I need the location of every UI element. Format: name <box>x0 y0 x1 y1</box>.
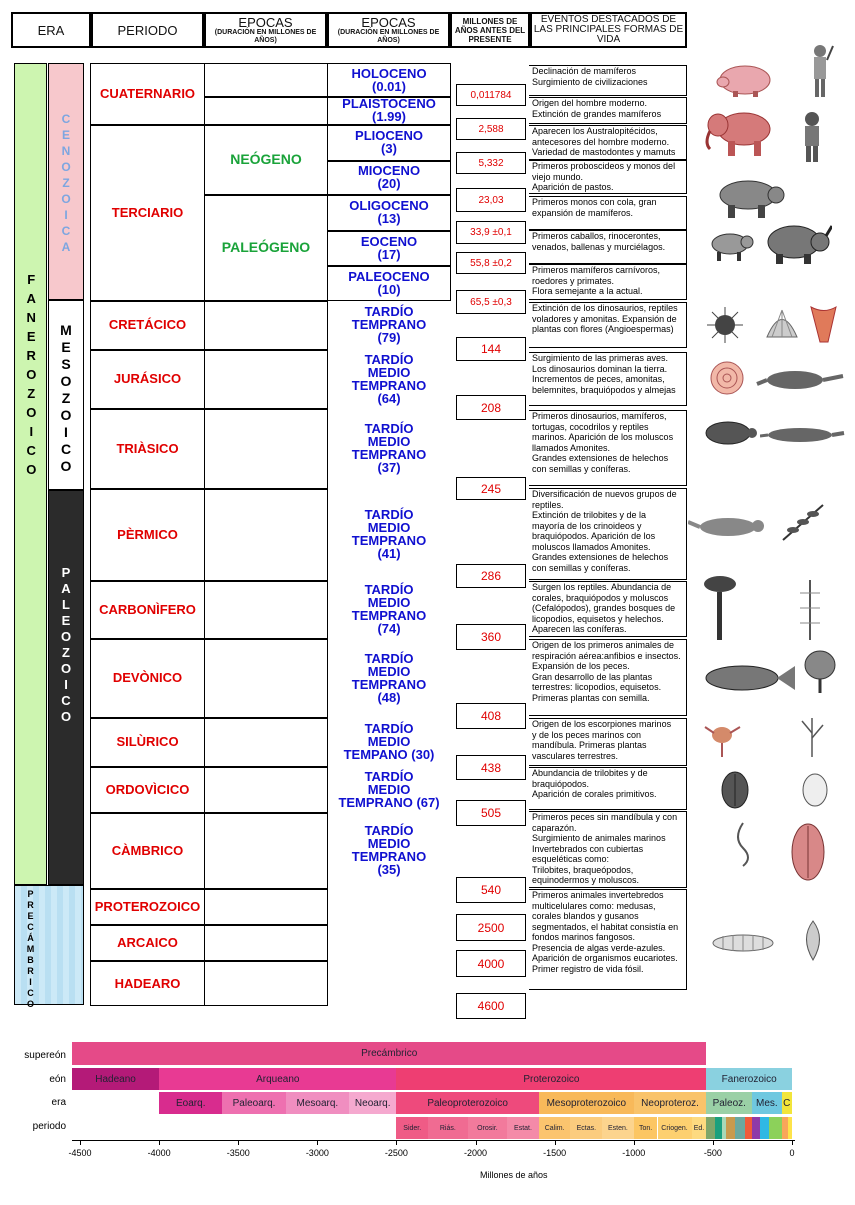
epoch-line: (10) <box>377 281 401 297</box>
event-line: Surgen los reptiles. Abundancia de <box>532 582 672 592</box>
event-block <box>529 488 687 580</box>
mya-value: 23,03 <box>456 188 526 212</box>
timeline-era-segment: Paleoproterozoico <box>396 1092 539 1114</box>
event-block <box>529 196 687 230</box>
epoch-label <box>327 64 451 96</box>
event-line: corales blandos y gusanos <box>532 911 639 921</box>
era-mesozoico-text: MESOZOICO <box>58 322 74 475</box>
subperiod-paleogeno-label: PALEÓGENO <box>221 239 311 255</box>
mya-value: 286 <box>456 564 526 588</box>
event-line: viejo mundo. <box>532 171 584 182</box>
timeline-tick-label: -2000 <box>464 1148 488 1158</box>
event-line: voladores y amonitas. Expansión de <box>532 313 677 324</box>
epoch-label <box>327 265 451 300</box>
timeline-tick <box>555 1140 556 1145</box>
event-line: Expansión de los peces. <box>532 661 630 671</box>
subperiod-paleogeno <box>204 194 328 300</box>
epoch-line: TEMPANO (30) <box>343 747 435 762</box>
timeline-era-segment: Eoarq. <box>159 1092 223 1114</box>
event-line: Extinción de grandes mamíferos <box>532 108 662 119</box>
mya-value: 2500 <box>456 914 526 941</box>
epoch-line: (74) <box>377 621 401 636</box>
period-label: JURÁSICO <box>113 371 182 386</box>
header-era-label: ERA <box>37 22 65 38</box>
timeline-tick-label: -4500 <box>68 1148 92 1158</box>
epoch-line: TARDÍO <box>364 650 414 666</box>
event-line: Primeros proboscideos y monos del <box>532 161 676 171</box>
mya-value: 144 <box>456 337 526 361</box>
epoch-line: (64) <box>377 390 401 406</box>
mya-value: 4000 <box>456 950 526 977</box>
epoch-label <box>327 488 451 580</box>
period-label: PÈRMICO <box>117 526 178 542</box>
event-line: Declinación de mamíferos <box>532 66 637 76</box>
event-line: (Cefalópodos), grandes bosques de <box>532 603 676 613</box>
epoch-line: MEDIO <box>367 663 411 679</box>
epoch-line: MEDIO <box>367 781 411 797</box>
timeline-tick-label: -4000 <box>147 1148 171 1158</box>
timeline-periodo-segment <box>769 1117 782 1139</box>
period-label: ORDOVÌCICO <box>105 781 190 797</box>
epoch-line: MEDIO <box>367 520 411 535</box>
event-line: Surgimiento de las primeras aves. <box>532 353 669 363</box>
mya-value: 65,5 ±0,3 <box>456 290 526 314</box>
period-label: HADEARO <box>114 975 181 991</box>
event-line: Primeras plantas con semilla. <box>532 692 650 703</box>
mya-value: 408 <box>456 703 526 729</box>
timeline-tick <box>476 1140 477 1145</box>
event-line: reptiles. <box>532 499 564 510</box>
timeline-eon-segment: Fanerozoico <box>706 1068 793 1090</box>
timeline-periodo-segment: Orosir. <box>468 1117 509 1139</box>
header-epocas-2 <box>327 12 450 48</box>
timeline-era-segment: C <box>782 1092 793 1114</box>
event-line: Variedad de mastodontes y mamuts <box>532 147 676 157</box>
brachiopod-icon <box>800 770 830 810</box>
event-line: venados, ballenas y murciélagos. <box>532 241 666 252</box>
timeline-era-segment: Paleoarq. <box>222 1092 286 1114</box>
epoch-line: TEMPRANO <box>351 608 427 623</box>
armored-fish-icon <box>800 645 840 695</box>
epoch-line: TEMPRANO <box>351 849 427 864</box>
period-label: TRIÀSICO <box>116 440 179 456</box>
event-line: expansión de mamíferos. <box>532 207 634 218</box>
period-label: PROTEROZOICO <box>94 898 201 914</box>
mya-value: 2,588 <box>456 118 526 140</box>
marine-reptile-icon <box>755 362 845 397</box>
event-line: Aparecen las coníferas. <box>532 624 627 634</box>
timeline-periodo-segment: Esten. <box>602 1117 635 1139</box>
event-block <box>529 410 687 486</box>
event-line: tortugas, cocodrilos y reptiles <box>532 421 649 432</box>
row-label-supereon: supereón <box>24 1050 66 1061</box>
event-line: esqueléticas como: <box>532 854 610 864</box>
event-line: Aparición de corales primitivos. <box>532 789 657 799</box>
event-line: Grandes extensiones de helechos <box>532 552 669 562</box>
epoch-line: (37) <box>377 460 401 475</box>
period-label: CARBONÌFERO <box>99 601 196 617</box>
epoch-line: TARDÍO <box>364 507 414 522</box>
header-eventos <box>530 12 687 48</box>
event-line: Trilobites, braqueópodos, <box>532 864 634 875</box>
event-block <box>529 811 687 888</box>
epoch-line: MEDIO <box>367 595 411 610</box>
event-block <box>529 264 687 300</box>
tree-fern-icon <box>700 572 740 642</box>
event-line: Origen del hombre moderno. <box>532 98 648 108</box>
mya-value: 245 <box>456 477 526 500</box>
event-line: Primeros mamíferos carnívoros, <box>532 265 661 275</box>
mya-value: 33,9 ±0,1 <box>456 221 526 244</box>
ammonite-icon <box>705 358 750 398</box>
epoch-line: EOCENO <box>360 233 418 249</box>
period-label: CRETÁCICO <box>108 317 187 332</box>
header-era <box>11 12 91 48</box>
event-line: segmentados, el habitat consistía en <box>532 921 679 932</box>
event-block <box>529 65 687 96</box>
event-line: equinodermos y moluscos. <box>532 875 640 885</box>
epoch-line: (35) <box>377 862 401 877</box>
epoch-line: PLAISTOCENO <box>342 96 436 111</box>
event-block <box>529 352 687 406</box>
timeline-axis-line <box>72 1140 795 1141</box>
event-line: moluscos llamados Amonites. <box>532 541 651 552</box>
era-cenozoica-text: CENOZOICA <box>59 112 73 256</box>
event-block <box>529 160 687 194</box>
timeline-eon-segment: Arqueano <box>159 1068 397 1090</box>
header-eventos-label: EVENTOS DESTACADOS DE LAS PRINCIPALES FORMAS DE VIDA <box>533 14 684 45</box>
period-label: SILÙRICO <box>116 734 179 749</box>
header-epocas-2-sub: (DURACIÓN EN MILLONES DE AÑOS) <box>337 28 440 44</box>
precambrian-shell-icon <box>798 918 828 963</box>
event-line: roedores y primates. <box>532 275 615 286</box>
epoch-line: (1.99) <box>372 109 406 124</box>
epoch-line: MEDIO <box>367 364 411 380</box>
event-line: fondos marinos fangosos. <box>532 932 636 942</box>
epoch-line: TARDÍO <box>364 721 414 736</box>
timeline-tick <box>713 1140 714 1145</box>
geologic-timeline-chart <box>0 1030 855 1205</box>
timeline-tick-label: -2500 <box>384 1148 408 1158</box>
event-line: licopodios, equisetos y helechos. <box>532 613 664 624</box>
header-epocas-1-title: EPOCAS <box>238 14 293 30</box>
event-block <box>529 97 687 124</box>
timeline-periodo-segment <box>788 1117 793 1139</box>
epoch-line: (13) <box>377 211 401 226</box>
mya-value: 4600 <box>456 993 526 1019</box>
event-line: Primer registro de vida fósil. <box>532 963 644 974</box>
era-paleozoico-label <box>48 565 84 725</box>
mya-value: 5,332 <box>456 152 526 174</box>
header-millones-label: MILLONES DE AÑOS ANTES DEL PRESENTE <box>454 16 526 44</box>
epoch-label <box>327 717 451 766</box>
event-line: Surgimiento de civilizaciones <box>532 76 648 87</box>
timeline-era-segment: Neoarq. <box>349 1092 397 1114</box>
epoch-line: (79) <box>377 330 401 345</box>
event-line: Aparición de organismos eucariotes. <box>532 953 678 963</box>
timeline-eon-segment: Proterozoico <box>396 1068 707 1090</box>
era-cenozoica-label <box>48 112 84 262</box>
timeline-tick <box>159 1140 160 1145</box>
event-block <box>529 581 687 637</box>
timeline-tick <box>238 1140 239 1145</box>
event-line: con semillas y coníferas. <box>532 463 631 474</box>
eon-precambrico-label <box>14 889 47 1010</box>
epoch-label <box>327 194 451 230</box>
epoch-line: TARDÍO <box>364 768 414 784</box>
event-line: Los dinosaurios dominan la tierra. <box>532 363 668 374</box>
cambrian-worm-icon <box>728 818 758 868</box>
epoch-line: TARDÍO <box>364 823 414 838</box>
mya-value: 208 <box>456 395 526 420</box>
event-line: Extinción de trilobites y de la <box>532 510 647 520</box>
header-epocas-1 <box>204 12 327 48</box>
timeline-periodo-segment: Riás. <box>428 1117 469 1139</box>
header-epocas-1-sub: (DURACIÓN EN MILLONES DE AÑOS) <box>214 28 317 44</box>
era-paleozoico-text: PALEOZOICO <box>58 565 74 725</box>
precambrian-worm-icon <box>708 928 778 958</box>
mya-value: 55,8 ±0,2 <box>456 252 526 274</box>
mya-value: 505 <box>456 800 526 826</box>
event-line: corales, braquiópodos y moluscos <box>532 592 669 603</box>
subperiod-neogeno-label: NEÓGENO <box>230 151 302 167</box>
epoch-line: TEMPRANO <box>351 533 427 548</box>
event-block <box>529 889 687 990</box>
timeline-tick <box>80 1140 81 1145</box>
event-line: llamados Amonites. <box>532 442 611 453</box>
row-label-eon: eón <box>49 1074 66 1085</box>
epoch-line: (48) <box>377 689 401 705</box>
timeline-tick <box>396 1140 397 1145</box>
epoch-label <box>327 230 451 265</box>
epoch-label <box>327 580 451 638</box>
timeline-periodo-segment: Estat. <box>507 1117 540 1139</box>
timeline-tick-label: -500 <box>703 1148 722 1158</box>
event-line: Surgimiento de animales marinos <box>532 833 666 843</box>
timeline-era-segment: Mesoarq. <box>286 1092 350 1114</box>
epoch-line: PLIOCENO <box>355 128 423 143</box>
epoch-line: TEMPRANO <box>351 447 427 462</box>
mastodon-icon <box>702 105 777 160</box>
timeline-xlabel: Millones de años <box>480 1170 548 1180</box>
event-line: respiración aérea:anfibios e insectos. <box>532 650 681 661</box>
epoch-line: (0.01) <box>372 79 406 94</box>
event-line: braquiópodos. <box>532 778 590 789</box>
epoch-line: TARDÍO <box>364 582 414 597</box>
event-line: Incrementos de peces, amonitas, <box>532 374 665 384</box>
epoch-line: (17) <box>377 246 401 262</box>
cambrian-trilobite-icon <box>788 820 828 885</box>
event-line: vasculares terrestres. <box>532 750 619 761</box>
mya-value: 438 <box>456 755 526 780</box>
event-line: Primeros peces sin mandíbula y con <box>532 812 678 822</box>
mya-value: 0,011784 <box>456 84 526 106</box>
turtle-icon <box>700 418 760 448</box>
event-line: Origen de los escorpiones marinos <box>532 719 672 729</box>
event-line: y de los peces marinos con <box>532 729 642 740</box>
sea-urchin-icon <box>703 305 748 345</box>
event-block <box>529 230 687 264</box>
era-mesozoico-label <box>48 322 84 475</box>
header-periodo <box>91 12 204 48</box>
epoch-line: MEDIO <box>367 836 411 851</box>
period-label: TERCIARIO <box>111 204 184 220</box>
event-block <box>529 302 687 348</box>
event-line: belemnites, braquiópodos y almejas <box>532 384 676 395</box>
event-block <box>529 767 687 810</box>
fern-icon <box>778 500 828 545</box>
epoch-line: MEDIO <box>367 734 411 749</box>
trilobite-icon <box>718 768 753 813</box>
header-millones <box>450 12 530 48</box>
header-periodo-label: PERIODO <box>117 22 178 38</box>
subperiod-neogeno <box>204 124 328 194</box>
timeline-periodo-segment: Ed. <box>692 1117 708 1139</box>
timeline-tick <box>792 1140 793 1145</box>
fish-icon <box>697 660 797 695</box>
period-label: CUATERNARIO <box>99 86 196 101</box>
eon-precambrico-text: PRECÁMBRICO <box>25 889 36 1010</box>
event-line: Flora semejante a la actual. <box>532 286 643 296</box>
event-line: caparazón. <box>532 822 577 833</box>
epoch-label <box>327 766 451 812</box>
mya-value: 540 <box>456 877 526 903</box>
epoch-line: TARDÍO <box>364 304 414 319</box>
timeline-periodo-segment: Sider. <box>396 1117 429 1139</box>
timeline-periodo-segment: Ectas. <box>570 1117 603 1139</box>
caveman-icon <box>805 42 835 102</box>
epoch-line: HOLOCENO <box>351 66 427 81</box>
event-line: mayoría de los crinoideos y <box>532 520 642 531</box>
event-block <box>529 639 687 716</box>
sea-scorpion-icon <box>700 715 745 760</box>
permian-reptile-icon <box>688 512 773 542</box>
event-line: Abundancia de trilobites y de <box>532 768 648 778</box>
coral-icon <box>806 302 841 347</box>
epoch-label <box>327 124 451 160</box>
epoch-line: PALEOCENO <box>348 268 430 284</box>
timeline-era-segment: Neoproteroz. <box>634 1092 708 1114</box>
epoch-line: TARDÍO <box>364 351 414 367</box>
header-epocas-2-title: EPOCAS <box>361 14 416 30</box>
event-line: Aparecen los Australopitécidos, <box>532 126 658 136</box>
eon-fanerozoico-label <box>14 272 47 481</box>
timeline-tick-label: -1000 <box>622 1148 646 1158</box>
crocodile-icon <box>760 422 845 447</box>
epoch-line: (3) <box>381 141 397 156</box>
event-line: antecesores del hombre moderno. <box>532 136 670 147</box>
timeline-tick-label: -3500 <box>226 1148 250 1158</box>
event-line: Aparición de pastos. <box>532 182 614 192</box>
row-label-era: era <box>51 1097 66 1108</box>
epoch-label <box>327 300 451 349</box>
epoch-line: (20) <box>377 176 401 191</box>
event-line: Primeros caballos, rinocerontes, <box>532 231 661 241</box>
period-label: DEVÒNICO <box>112 670 183 685</box>
epoch-line: TEMPRANO <box>351 676 427 692</box>
event-block <box>529 718 687 766</box>
shell-icon <box>762 302 802 342</box>
epoch-label <box>327 96 451 124</box>
plant-icon <box>797 713 827 758</box>
epoch-line: (41) <box>377 546 401 561</box>
timeline-tick-label: -3000 <box>305 1148 329 1158</box>
event-line: Primeros animales invertebredos <box>532 890 664 900</box>
event-line: terrestres: licopodios, equisetos. <box>532 682 662 692</box>
timeline-tick <box>634 1140 635 1145</box>
period-label: CÀMBRICO <box>111 842 184 858</box>
timeline-eon-segment: Hadeano <box>72 1068 160 1090</box>
event-line: marinos. Aparición de los moluscos <box>532 432 674 442</box>
epoch-line: MEDIO <box>367 434 411 449</box>
bear-icon <box>710 175 785 220</box>
event-line: Invertebrados con cubiertas <box>532 843 644 854</box>
epoch-line: TEMPRANO (67) <box>338 794 440 810</box>
epoch-label <box>327 812 451 888</box>
timeline-supereon-segment: Precámbrico <box>72 1042 707 1065</box>
row-label-periodo: periodo <box>32 1121 66 1132</box>
event-line: mandíbula. Primeras plantas <box>532 740 647 750</box>
tapir-icon <box>705 228 755 263</box>
event-line: Extinción de los dinosaurios, reptiles <box>532 303 678 313</box>
event-line: multicelulares como: medusas, <box>532 900 656 911</box>
hominid-icon <box>797 110 827 165</box>
timeline-tick <box>317 1140 318 1145</box>
event-line: Presencia de algas verde-azules. <box>532 942 666 953</box>
timeline-tick-label: 0 <box>789 1148 795 1158</box>
epoch-line: TEMPRANO <box>351 317 427 332</box>
timeline-periodo-segment: Criogen. <box>658 1117 693 1139</box>
epoch-label <box>327 408 451 488</box>
epoch-label <box>327 160 451 194</box>
timeline-periodo-segment: Ton. <box>634 1117 659 1139</box>
event-line: Grandes extensiones de helechos <box>532 453 669 463</box>
epoch-line: MIOCENO <box>357 163 421 178</box>
mya-value: 360 <box>456 624 526 650</box>
horsetail-icon <box>795 578 825 643</box>
event-line: Diversificación de nuevos grupos de <box>532 489 677 499</box>
eon-fanerozoico-text: FANEROZOICO <box>23 272 39 481</box>
timeline-era-segment: Mesoproterozoico <box>539 1092 635 1114</box>
epoch-line: TEMPRANO <box>351 377 427 393</box>
epoch-label <box>327 638 451 717</box>
event-line: Origen de los primeros animales de <box>532 640 675 650</box>
rhinoceros-icon <box>762 220 832 265</box>
timeline-era-segment: Paleoz. <box>706 1092 753 1114</box>
glyptodon-icon <box>715 58 775 98</box>
timeline-era-segment: Mes. <box>752 1092 782 1114</box>
epoch-line: OLIGOCENO <box>349 198 429 213</box>
event-line: Gran desarrollo de las plantas <box>532 671 653 682</box>
epoch-line: TARDÍO <box>364 421 414 436</box>
event-line: plantas con flores (Angioespermas) <box>532 324 674 334</box>
event-line: Primeros monos con cola, gran <box>532 197 657 207</box>
period-label: ARCAICO <box>117 934 178 950</box>
timeline-tick-label: -1500 <box>543 1148 567 1158</box>
event-line: Primeros dinosaurios, mamíferos, <box>532 411 667 421</box>
timeline-periodo-segment: Calim. <box>539 1117 572 1139</box>
epoch-label <box>327 349 451 408</box>
event-line: braquiópodos. Aparición de los <box>532 531 656 541</box>
event-block <box>529 125 687 160</box>
event-line: con semillas y coníferas. <box>532 562 631 573</box>
